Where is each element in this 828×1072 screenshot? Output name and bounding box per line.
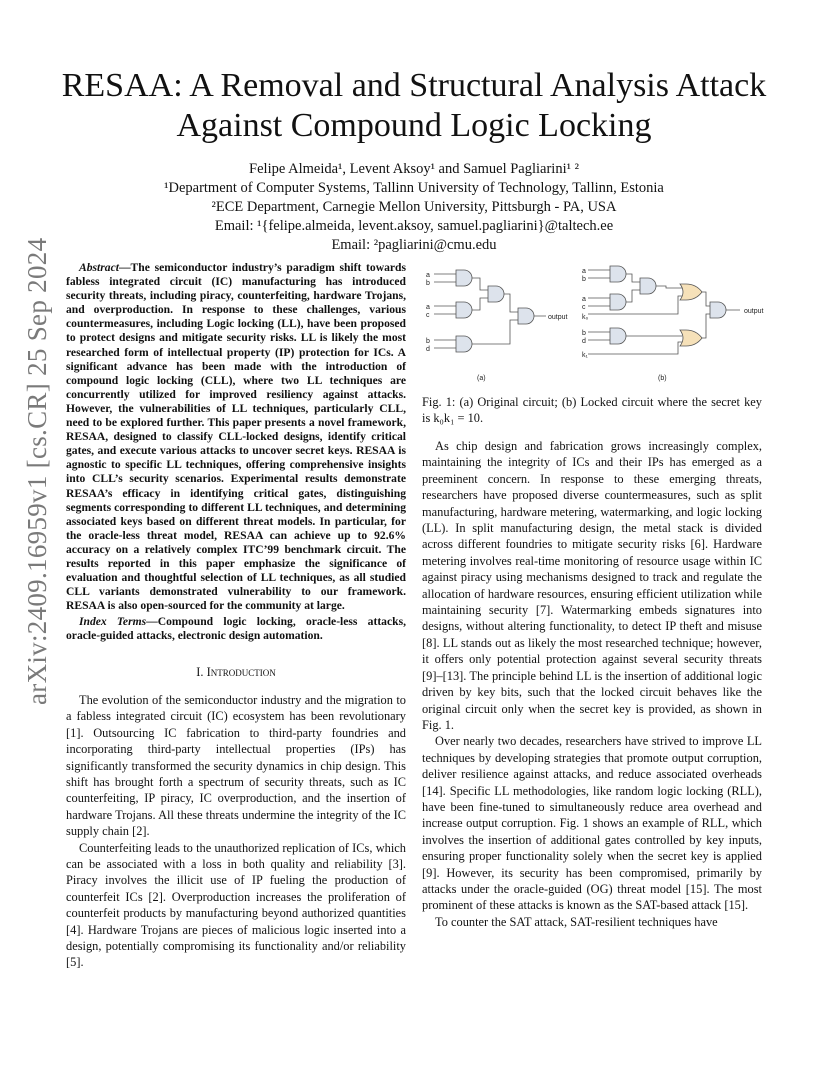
fig-b-key-1: k₁ [582, 352, 588, 359]
section-heading: I. Introduction [196, 664, 276, 679]
email-2: Email: ²pagliarini@cmu.edu [331, 237, 497, 253]
paper-title [60, 66, 768, 146]
fig-b-key-0: k₀ [582, 314, 589, 321]
arxiv-id: arXiv:2409.16959v1 [cs.CR] 25 Sep 2024 [22, 237, 52, 705]
fig-b-output-label: output [744, 308, 764, 315]
fig-b-input-4: c [582, 304, 586, 311]
fig-a-output-label: output [548, 314, 568, 321]
abstract-text: —The semiconductor industry’s paradigm shift towards fabless integrated circuit (IC) manufacturing has introduced security threats, including piracy, counterfeiting, hardware Trojans, and overproduction. In response to these challenges, various countermeasures, including Logic locking (LL), have been proposed to protect designs and mitigate security risks. LL is likely the most researched form of intellectual property (IP) protection for ICs. A significant advance has been made with the introduction of compound logic locking (CLL), where two LL techniques are concurrently utilized for improved resiliency against attacks. However, the vulnerabilities of LL techniques, particularly CLL, need to be explored further. This paper presents a novel framework, RESAA, designed to classify CLL-locked designs, identify critical gates, and execute various attacks to uncover secret keys. RESAA is agnostic to specific LL techniques, offering comprehensive insights into CLL’s security scenarios. Experimental results demonstrate RESAA’s efficacy in identifying critical gates, distinguishing segments corresponding to different LL techniques, and determining associated keys based on different threat models. In particular, for the oracle-less threat model, RESAA can achieve up to 92.6% accuracy on a relatively complex ITC’99 benchmark circuit. The results reported in this paper emphasize the significance of evaluation and thoughtful selection of LL techniques, as all studied CLL variants demonstrated vulnerability to our framework. RESAA is also open-sourced for the community at large. [66, 261, 406, 613]
figure-caption: Fig. 1: (a) Original circuit; (b) Locked circuit where the secret key is k₀k₁ = 10. [422, 395, 762, 425]
fig-b-input-2: b [582, 276, 586, 283]
fig-a-label: (a) [477, 375, 486, 382]
fig-a-input-2: b [426, 280, 430, 287]
index-terms-text: —Compound logic locking, oracle-less attacks, oracle-guided attacks, electronic design automation. [66, 615, 406, 643]
affiliation-2: ²ECE Department, Carnegie Mellon University, Pittsburgh - PA, USA [211, 199, 617, 215]
fig-b-input-1: a [582, 268, 586, 275]
fig-a-input-6: d [426, 346, 430, 353]
right-paragraph-3: To counter the SAT attack, SAT-resilient techniques have [435, 914, 718, 929]
arxiv-sidebar [22, 237, 52, 705]
right-column [422, 438, 762, 930]
intro-paragraph-2: Counterfeiting leads to the unauthorized replication of ICs, which can be associated with a loss in both quality and reliability [3]. Piracy involves the illicit use of IP fueling the production of counterfeit ICs [2]. Overproduction increases the proliferation of counterfeit products by manufacturing beyond authorized quantities [4]. Hardware Trojans are pieces of malicious logic inserted into a design, potentially compromising its functionality and/or reliability [5]. [66, 840, 406, 970]
title-line-1: RESAA: A Removal and Structural Analysis Attack [61, 67, 767, 104]
figure-1 [418, 262, 778, 390]
fig-a-input-4: c [426, 312, 430, 319]
fig-b-label: (b) [658, 375, 667, 382]
intro-paragraph-1: The evolution of the semiconductor industry and the migration to a fabless integrated circuit (IC) ecosystem has been revolutionary [1]. Outsourcing IC fabrication to third-party foundries and incorporating third-party intellectual properties (IPs) has significantly transformed the security dynamics in chip design. This shift has brought forth a spectrum of security threats, such as IC counterfeiting, IP piracy, IC overproduction, and the insertion of hardware Trojans. All these threats undermine the integrity of the IC supply chain [2]. [66, 692, 406, 839]
right-paragraph-2: Over nearly two decades, researchers have strived to improve LL techniques by developing strategies that promote output corruption, deliver resilience against attacks, and reduce associated overheads [14]. Specific LL methodologies, like random logic locking (RLL), have been fine-tuned to simultaneously reduce area overhead and increase output corruption. Fig. 1 shows an example of RLL, which involves the insertion of additional gates controlled by key inputs, ensuring proper functionality solely when the secret key is applied [9]. However, its security has been compromised, primarily by attacks under the oracle-guided (OG) threat model [15]. The most prominent of these attacks is known as the SAT-based attack [15]. [422, 734, 762, 913]
fig-a-input-3: a [426, 304, 430, 311]
abstract-label: Abstract [79, 261, 119, 274]
left-column [66, 261, 406, 971]
author-names: Felipe Almeida¹, Levent Aksoy¹ and Samuel Pagliarini¹ ² [249, 161, 579, 177]
title-line-2: Against Compound Logic Locking [176, 107, 652, 144]
right-paragraph-1: As chip design and fabrication grows increasingly complex, maintaining the integrity of ICs and their IPs has emerged as a preeminent concern. In response to these emerging threats, researchers have proposed diverse countermeasures, such as split manufacturing, hardware metering, watermarking, and logic locking (LL). In split manufacturing design, the metal stack is divided across different foundries to mitigate security risks [6]. Hardware metering involves real-time monitoring of resource usage within IC against piracy using mechanisms designed to track and regulate the allocation of hardware resources, ensuring efficient utilization while maintaining security [7]. Watermarking embeds signatures into designs, without altering functionality, to detect IP theft and misuse [8]. LL stands out as likely the most researched technique; however, it offers only potential protection against several security threats [9]–[13]. The principle behind LL is the insertion of additional logic driven by key bits, such that the locked circuit behaves like the original circuit only when the secret key is provided, as shown in Fig. 1. [422, 439, 762, 732]
fig-b-input-6: d [582, 338, 586, 345]
fig-a-input-5: b [426, 338, 430, 345]
affiliation-1: ¹Department of Computer Systems, Tallinn University of Technology, Tallinn, Estonia [164, 180, 664, 196]
fig-b-input-5: b [582, 330, 586, 337]
index-terms-label: Index Terms [79, 615, 147, 629]
fig-a-input-1: a [426, 272, 430, 279]
fig-b-input-3: a [582, 296, 586, 303]
circuit-diagram [418, 262, 778, 390]
author-block [60, 160, 768, 255]
email-1: Email: ¹{felipe.almeida, levent.aksoy, samuel.pagliarini}@taltech.ee [214, 218, 614, 234]
index-terms [66, 615, 406, 643]
abstract [66, 261, 406, 613]
